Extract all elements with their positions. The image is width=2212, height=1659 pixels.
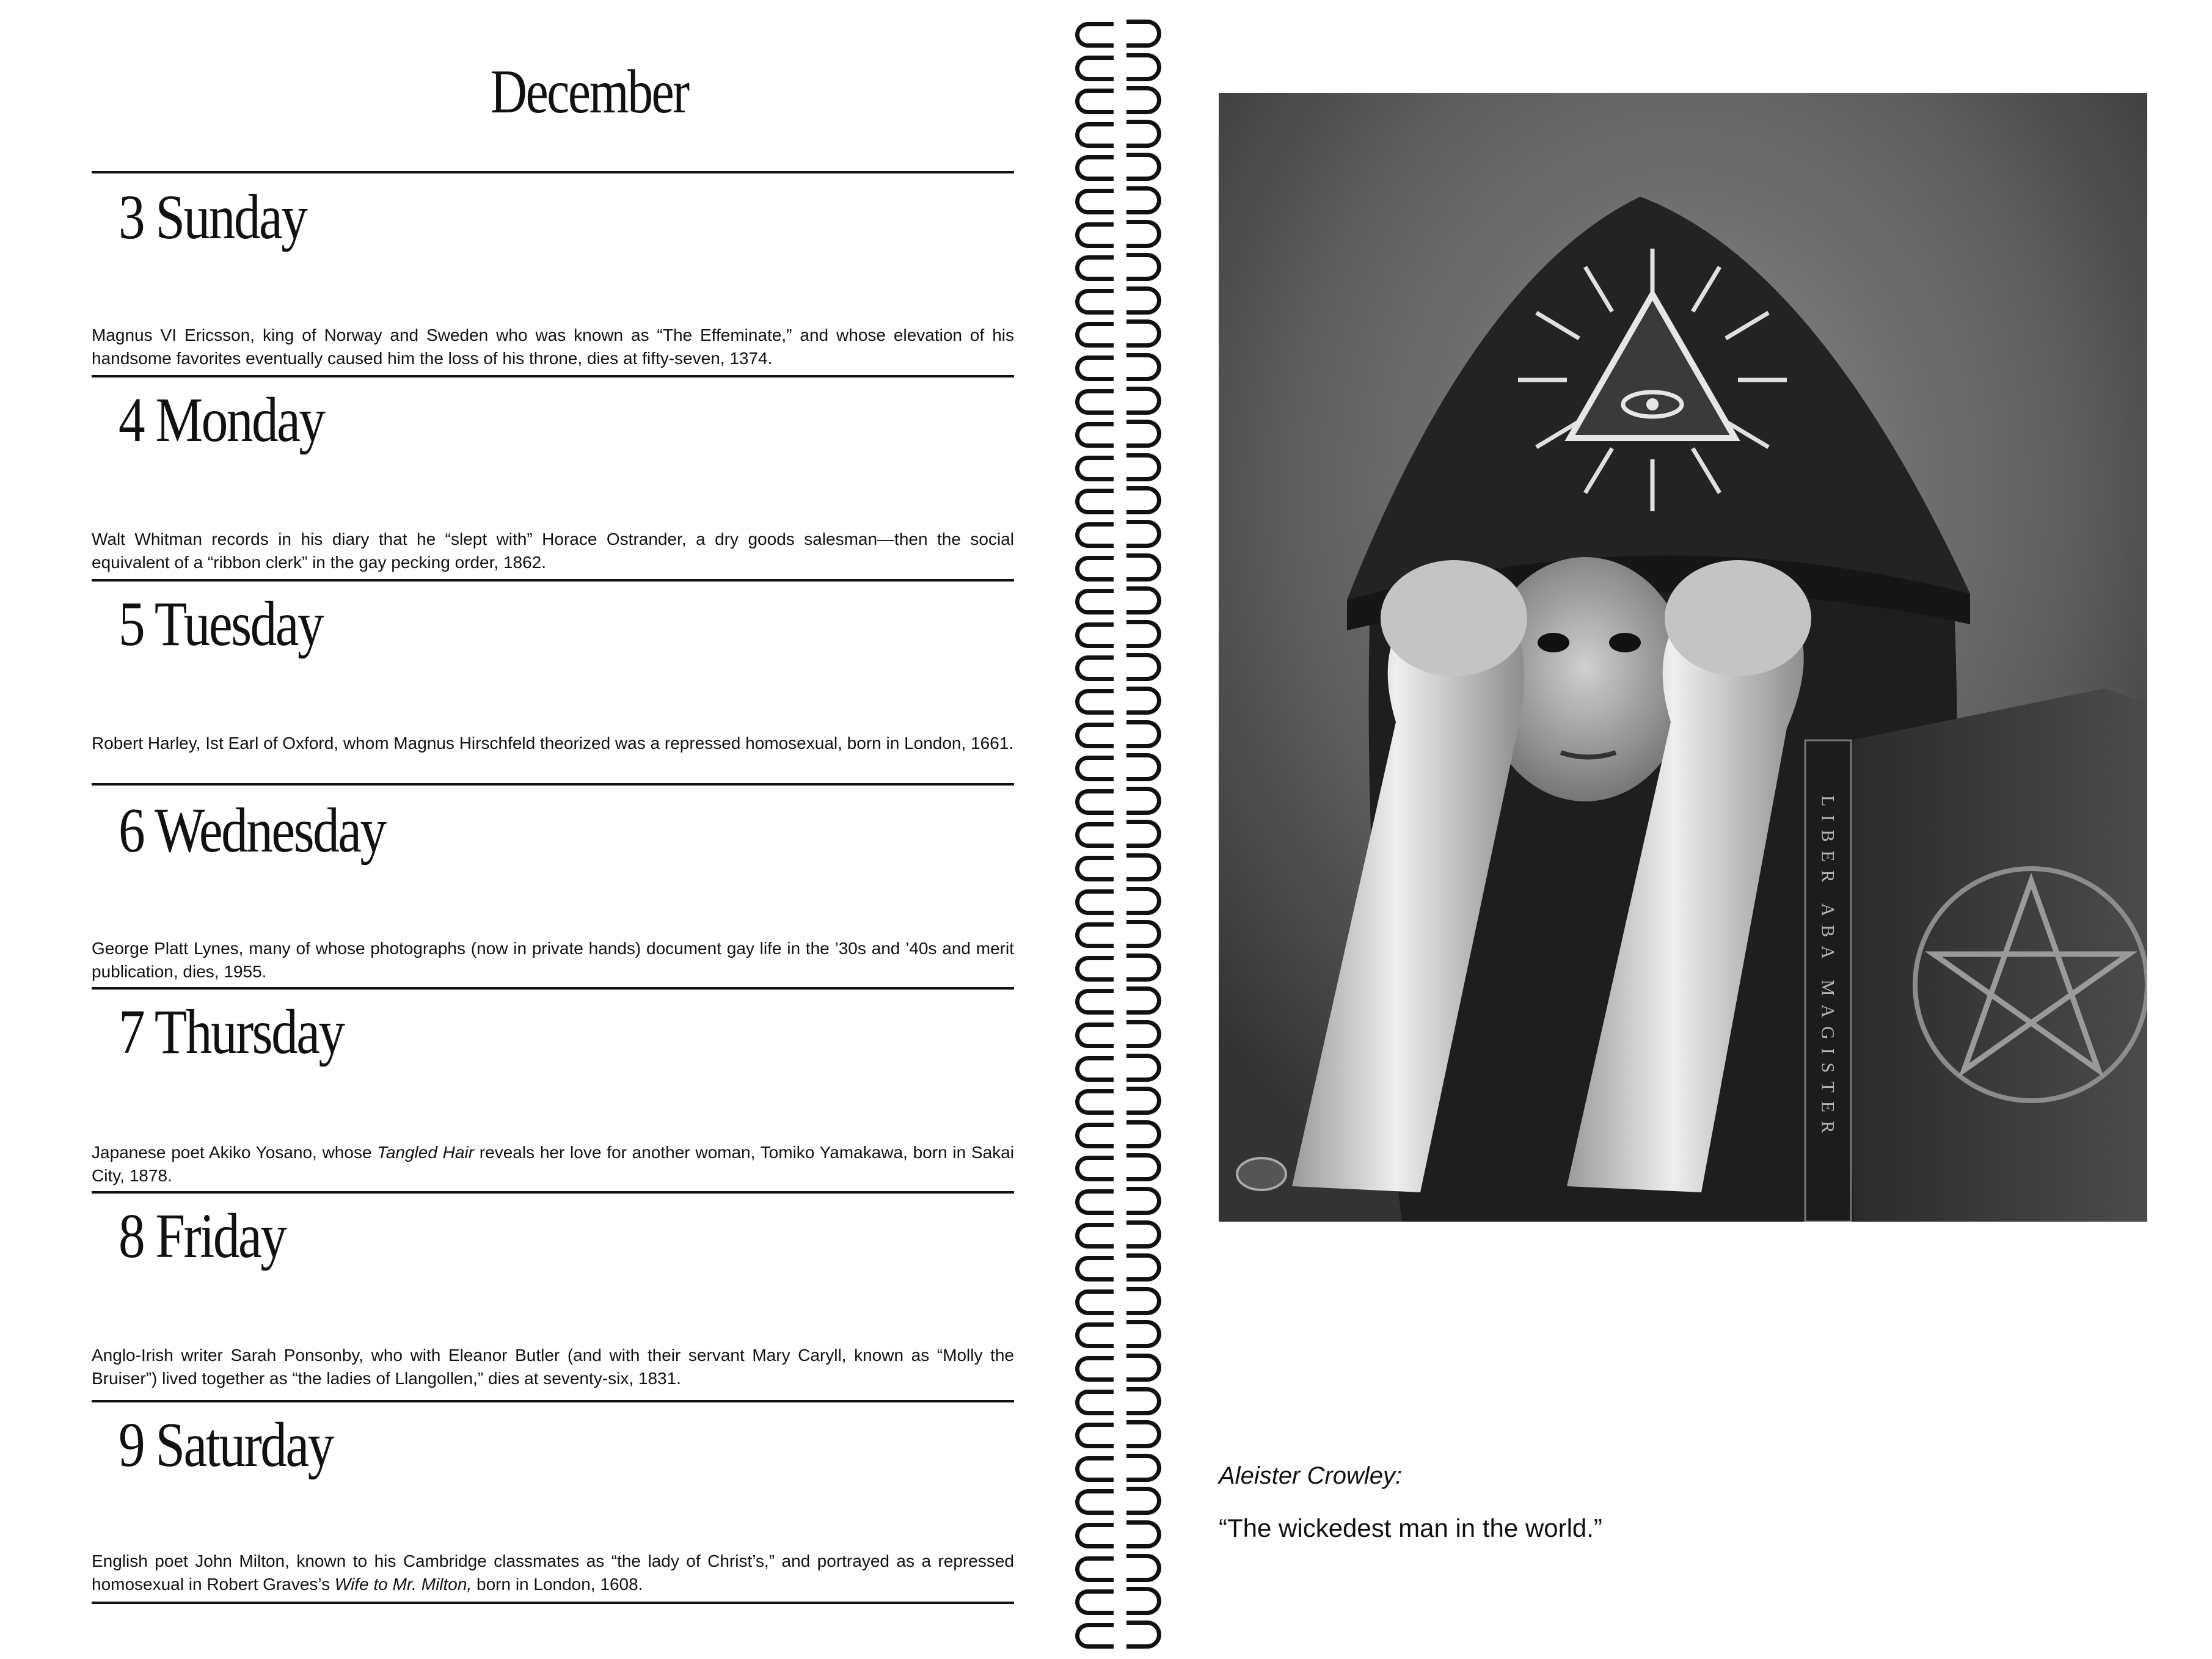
- spiral-loop-right: [1126, 687, 1161, 715]
- spiral-loop-left: [1075, 589, 1114, 614]
- spiral-loop-right: [1126, 986, 1161, 1015]
- spiral-loop-left: [1075, 255, 1114, 281]
- spiral-loop-right: [1126, 353, 1161, 381]
- day-event: Magnus VI Ericsson, king of Norway and Sweden who was known as “The Effeminate,” and whose elevation of his handsome favorites eventually caused him the loss of his throne, dies at fifty-seven, 1374.: [92, 326, 1014, 368]
- day-title: 8 Friday: [119, 1201, 286, 1271]
- book-title: Tangled Hair: [377, 1143, 475, 1162]
- spiral-loop: [1063, 418, 1173, 448]
- spiral-loop-left: [1075, 322, 1114, 348]
- spiral-loop-right: [1126, 1020, 1161, 1048]
- spiral-loop-left: [1075, 489, 1114, 514]
- spiral-loop-right: [1126, 753, 1161, 781]
- spiral-loop-left: [1075, 522, 1114, 548]
- event-text: born in London, 1608.: [472, 1575, 643, 1594]
- spiral-loop: [1063, 52, 1173, 81]
- spiral-loop: [1063, 1186, 1173, 1215]
- spiral-loop-left: [1075, 22, 1114, 48]
- spiral-loop-left: [1075, 1256, 1114, 1282]
- spiral-loop: [1063, 385, 1173, 415]
- day-event: Walt Whitman records in his diary that he “slept with” Horace Ostrander, a dry goods salesman—then the social equivalent of a “ribbon clerk” in the gay pecking order, 1862.: [92, 530, 1014, 572]
- day-title: 4 Monday: [119, 385, 324, 455]
- caption-name: Aleister Crowley:: [1219, 1462, 1403, 1489]
- divider-rule: [92, 375, 1014, 377]
- spiral-loop-right: [1126, 53, 1161, 81]
- spiral-loop-right: [1126, 1454, 1161, 1482]
- spiral-loop: [1063, 219, 1173, 248]
- spiral-loop-right: [1126, 220, 1161, 248]
- spiral-loop: [1063, 85, 1173, 114]
- spiral-loop-left: [1075, 56, 1114, 81]
- spiral-loop-left: [1075, 989, 1114, 1015]
- spiral-loop: [1063, 1486, 1173, 1515]
- spiral-loop-left: [1075, 922, 1114, 948]
- spiral-loop: [1063, 1553, 1173, 1582]
- book-title: Wife to Mr. Milton,: [334, 1575, 472, 1594]
- divider-rule: [92, 1191, 1014, 1194]
- spiral-loop: [1063, 1085, 1173, 1115]
- book-illustration: [1805, 688, 2147, 1222]
- divider-rule: [92, 783, 1014, 786]
- spiral-loop-right: [1126, 887, 1161, 915]
- spiral-loop-right: [1126, 486, 1161, 514]
- spiral-loop-left: [1075, 889, 1114, 915]
- spiral-loop-left: [1075, 1356, 1114, 1382]
- spiral-loop: [1063, 1019, 1173, 1048]
- spiral-loop-right: [1126, 153, 1161, 181]
- day-title: 5 Tuesday: [119, 589, 323, 659]
- spiral-loop: [1063, 1586, 1173, 1615]
- spiral-loop-right: [1126, 20, 1161, 48]
- day-event: George Platt Lynes, many of whose photographs (now in private hands) document gay life in the ’30s and ’40s and merit publication, dies, 1955.: [92, 939, 1014, 981]
- spiral-loop-right: [1126, 920, 1161, 948]
- spiral-loop-left: [1075, 122, 1114, 148]
- spiral-loop: [1063, 552, 1173, 582]
- day-title: 6 Wednesday: [119, 795, 385, 866]
- book-spine-text: LIBER ABA MAGISTER: [1817, 795, 1838, 1142]
- divider-rule: [92, 987, 1014, 990]
- spiral-loop-right: [1126, 1487, 1161, 1515]
- spiral-loop-right: [1126, 653, 1161, 681]
- spiral-loop: [1063, 685, 1173, 715]
- day-title: 7 Thursday: [119, 997, 344, 1067]
- spiral-loop: [1063, 285, 1173, 315]
- spiral-loop-right: [1126, 1054, 1161, 1082]
- spiral-loop: [1063, 185, 1173, 214]
- spiral-loop: [1063, 151, 1173, 181]
- spiral-loop-left: [1075, 89, 1114, 114]
- spiral-loop-left: [1075, 1223, 1114, 1249]
- spiral-loop-right: [1126, 1287, 1161, 1315]
- spiral-loop-left: [1075, 756, 1114, 781]
- spiral-loop-left: [1075, 1089, 1114, 1115]
- spiral-loop: [1063, 1219, 1173, 1249]
- spiral-loop: [1063, 952, 1173, 982]
- spiral-loop-left: [1075, 1123, 1114, 1148]
- spiral-loop: [1063, 1419, 1173, 1448]
- portrait-illustration: [1219, 93, 2147, 1222]
- spiral-loop-left: [1075, 1423, 1114, 1448]
- spiral-loop-right: [1126, 953, 1161, 982]
- spiral-loop-right: [1126, 1621, 1161, 1649]
- spiral-loop-left: [1075, 723, 1114, 748]
- spiral-loop: [1063, 252, 1173, 281]
- spiral-loop-left: [1075, 1056, 1114, 1082]
- spiral-loop-right: [1126, 1420, 1161, 1448]
- spiral-loop-right: [1126, 387, 1161, 415]
- spiral-loop-right: [1126, 720, 1161, 748]
- spiral-loop: [1063, 886, 1173, 915]
- spiral-loop: [1063, 318, 1173, 348]
- spiral-loop-left: [1075, 689, 1114, 715]
- spiral-loop: [1063, 1286, 1173, 1315]
- spiral-loop: [1063, 18, 1173, 48]
- spiral-loop-right: [1126, 420, 1161, 448]
- spiral-loop-right: [1126, 1253, 1161, 1282]
- spiral-loop: [1063, 119, 1173, 148]
- spiral-loop-right: [1126, 787, 1161, 815]
- spiral-loop-left: [1075, 1156, 1114, 1181]
- spiral-loop-left: [1075, 956, 1114, 982]
- spiral-loop: [1063, 585, 1173, 614]
- spiral-loop-left: [1075, 1489, 1114, 1515]
- spiral-loop-left: [1075, 1523, 1114, 1548]
- spiral-loop: [1063, 1052, 1173, 1082]
- portrait-photo: [1219, 93, 2147, 1222]
- day-entry-3: [92, 171, 1014, 376]
- spiral-loop-right: [1126, 586, 1161, 614]
- event-text: reveals her love for another woman, Tomiko Yamakawa, born in Sakai City, 1878.: [92, 1143, 1015, 1185]
- day-event: [92, 1141, 1014, 1187]
- spiral-loop: [1063, 1152, 1173, 1181]
- spiral-loop-left: [1075, 289, 1114, 315]
- spiral-loop-right: [1126, 1354, 1161, 1382]
- spiral-loop: [1063, 652, 1173, 681]
- spiral-loop-left: [1075, 1556, 1114, 1582]
- day-entry-8: [92, 1191, 1014, 1396]
- spiral-loop: [1063, 786, 1173, 815]
- spiral-loop-right: [1126, 1554, 1161, 1582]
- spiral-loop: [1063, 919, 1173, 948]
- spiral-loop-right: [1126, 1220, 1161, 1249]
- caption-quote: “The wickedest man in the world.”: [1219, 1514, 1602, 1542]
- spiral-loop: [1063, 352, 1173, 381]
- spiral-loop: [1063, 1519, 1173, 1548]
- spiral-loop-left: [1075, 1289, 1114, 1315]
- day-event: Robert Harley, Ist Earl of Oxford, whom Magnus Hirschfeld theorized was a repressed homosexual, born in London, 1661.: [92, 734, 1014, 753]
- day-title: 3 Sunday: [119, 182, 307, 252]
- spiral-loop: [1063, 985, 1173, 1015]
- spiral-loop-right: [1126, 620, 1161, 648]
- spiral-loop-right: [1126, 319, 1161, 348]
- spiral-loop-left: [1075, 1189, 1114, 1215]
- spiral-loop: [1063, 1453, 1173, 1482]
- spiral-loop-left: [1075, 556, 1114, 582]
- day-event: [92, 1550, 1014, 1596]
- calendar-page: [0, 0, 1063, 1659]
- spiral-loop: [1063, 852, 1173, 881]
- spiral-loop-left: [1075, 222, 1114, 248]
- spiral-loop-right: [1126, 253, 1161, 281]
- spiral-loop-right: [1126, 1187, 1161, 1215]
- day-title: 9 Saturday: [119, 1410, 333, 1480]
- spiral-loop-left: [1075, 356, 1114, 381]
- spiral-loop: [1063, 752, 1173, 781]
- spiral-loop: [1063, 719, 1173, 748]
- spiral-loop: [1063, 1319, 1173, 1348]
- event-text: Japanese poet Akiko Yosano, whose: [92, 1143, 378, 1162]
- spiral-loop-right: [1126, 286, 1161, 315]
- divider-rule: [92, 579, 1014, 582]
- spiral-loop-left: [1075, 1322, 1114, 1348]
- spiral-loop: [1063, 485, 1173, 514]
- spiral-loop-right: [1126, 1120, 1161, 1148]
- day-event: Anglo-Irish writer Sarah Ponsonby, who with Eleanor Butler (and with their servant Mary Caryll, known as “Molly the Bruiser”) lived together as “the ladies of Llangollen,” dies at seventy-six, 1831.: [92, 1346, 1014, 1388]
- divider-rule: [92, 171, 1014, 173]
- spiral-loop-right: [1126, 86, 1161, 114]
- day-entry-7: [92, 987, 1014, 1192]
- spiral-binding: [1063, 18, 1173, 1655]
- spiral-loop-left: [1075, 1456, 1114, 1482]
- spiral-loop-left: [1075, 822, 1114, 848]
- spiral-loop-left: [1075, 1023, 1114, 1048]
- spiral-loop-right: [1126, 853, 1161, 881]
- spiral-loop-left: [1075, 1390, 1114, 1415]
- spiral-loop-right: [1126, 1153, 1161, 1181]
- spiral-loop-right: [1126, 1587, 1161, 1615]
- spiral-loop-left: [1075, 622, 1114, 648]
- spiral-loop-left: [1075, 456, 1114, 481]
- spiral-loop-left: [1075, 422, 1114, 448]
- spiral-loop-left: [1075, 155, 1114, 181]
- day-entry-5: [92, 579, 1014, 784]
- spiral-loop: [1063, 1252, 1173, 1282]
- spiral-loop-right: [1126, 520, 1161, 548]
- spiral-loop-left: [1075, 856, 1114, 881]
- spiral-loop: [1063, 819, 1173, 848]
- day-entry-4: [92, 375, 1014, 580]
- spiral-loop: [1063, 1119, 1173, 1148]
- spiral-loop-left: [1075, 189, 1114, 214]
- month-title: December: [490, 57, 688, 126]
- day-entry-9: [92, 1400, 1014, 1608]
- spiral-loop-right: [1126, 1520, 1161, 1548]
- day-entry-6: [92, 783, 1014, 988]
- spiral-loop: [1063, 1619, 1173, 1649]
- spiral-loop-right: [1126, 553, 1161, 582]
- spiral-loop-right: [1126, 186, 1161, 214]
- spiral-loop-right: [1126, 820, 1161, 848]
- spiral-loop-left: [1075, 1623, 1114, 1649]
- spiral-loop-right: [1126, 1087, 1161, 1115]
- spiral-loop: [1063, 519, 1173, 548]
- divider-rule: [92, 1400, 1014, 1402]
- spiral-loop-left: [1075, 389, 1114, 415]
- spiral-loop: [1063, 452, 1173, 481]
- spiral-loop-right: [1126, 120, 1161, 148]
- divider-rule: [92, 1602, 1014, 1604]
- spiral-loop: [1063, 1386, 1173, 1415]
- event-text: English poet John Milton, known to his Cambridge classmates as “the lady of Christ’s,” and portrayed as a repressed homosexual in Robert Graves’s: [92, 1551, 1014, 1594]
- spiral-loop-right: [1126, 1387, 1161, 1415]
- spiral-loop-right: [1126, 1320, 1161, 1348]
- spiral-loop-left: [1075, 789, 1114, 815]
- spiral-loop: [1063, 619, 1173, 648]
- spiral-loop-left: [1075, 1589, 1114, 1615]
- spiral-loop-left: [1075, 655, 1114, 681]
- spiral-loop-right: [1126, 453, 1161, 481]
- spiral-loop: [1063, 1352, 1173, 1382]
